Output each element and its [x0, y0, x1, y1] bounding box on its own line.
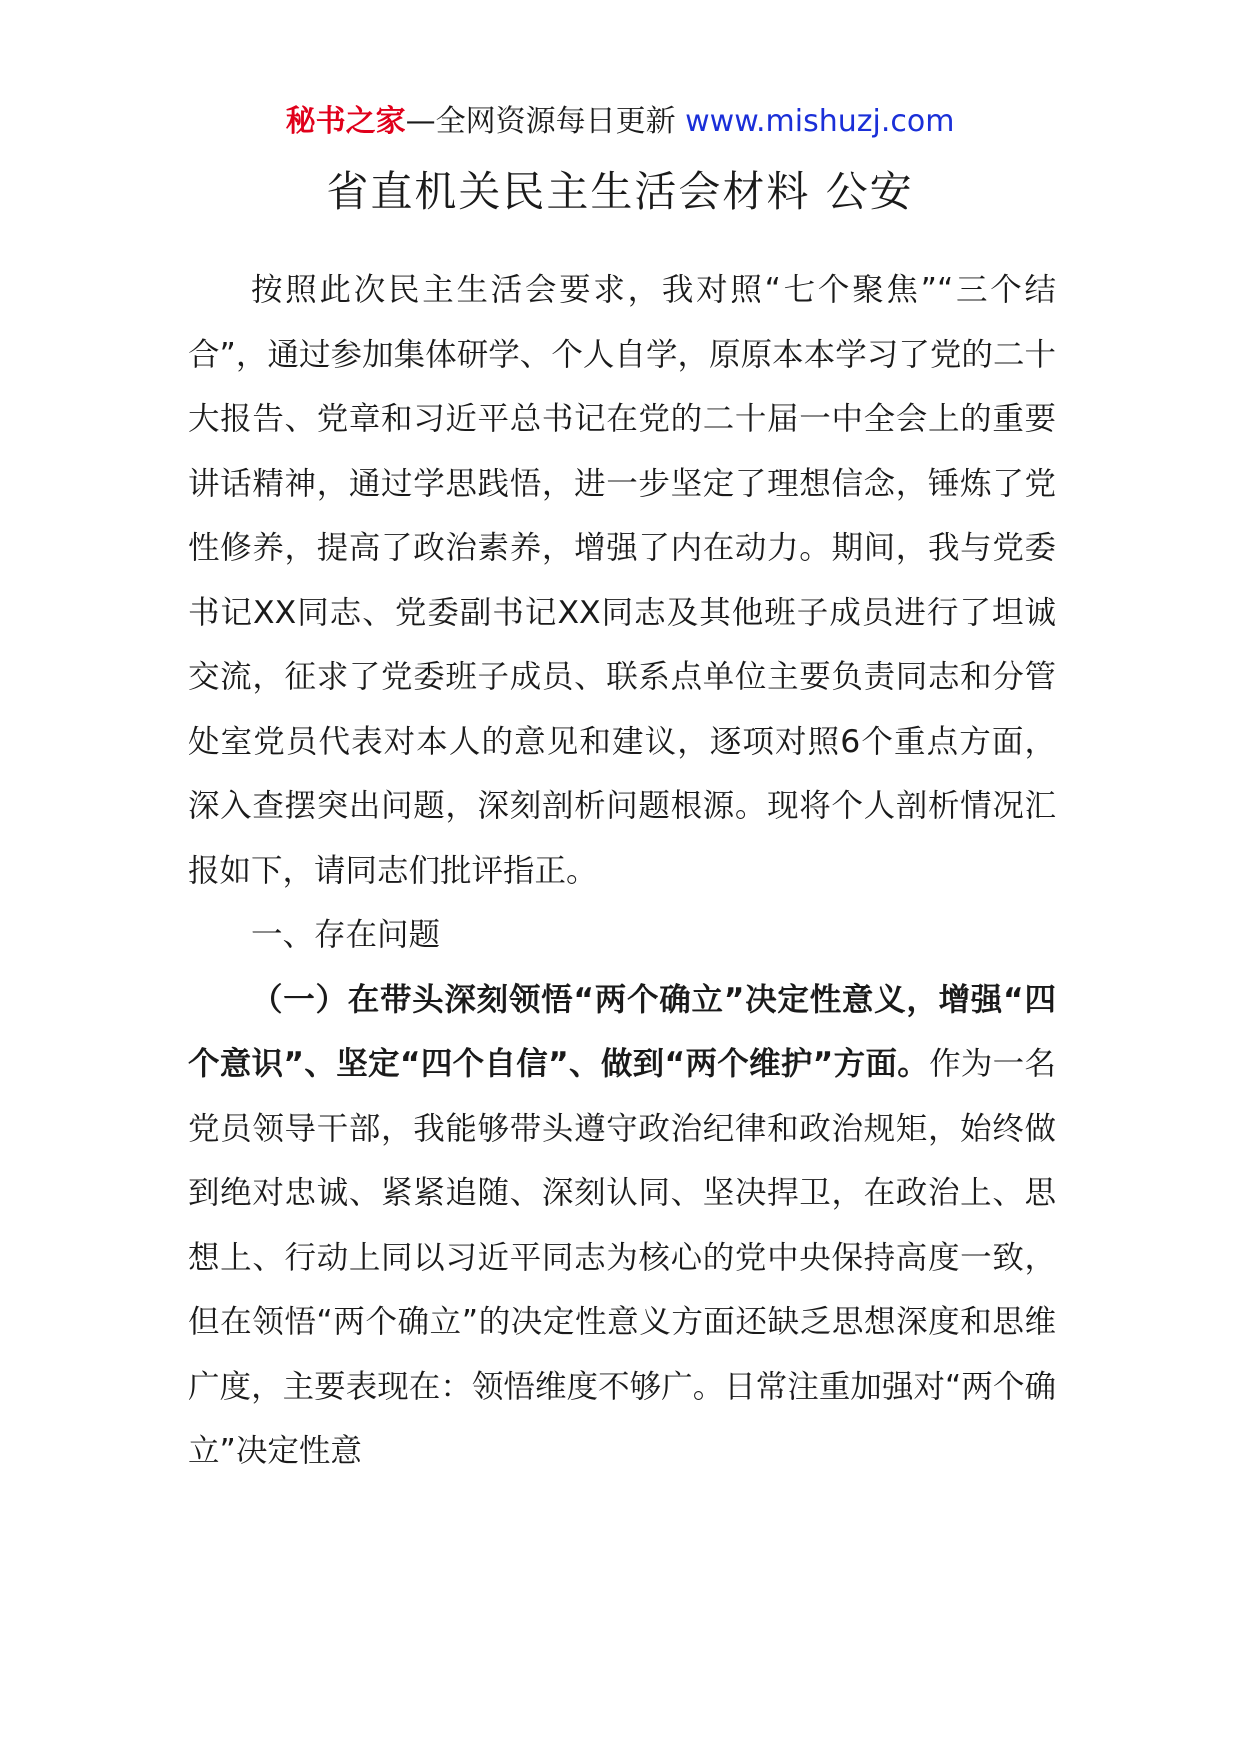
site-slogan: —全网资源每日更新: [405, 104, 676, 139]
intro-paragraph: 按照此次民主生活会要求，我对照“七个聚焦”“三个结合”，通过参加集体研学、个人自学，原原本本学习了党的二十大报告、党章和习近平总书记在党的二十届一中全会上的重要讲话精神，通过学思践悟，进一步坚定了理想信念，锤炼了党性修养，提高了政治素养，增强了内在动力。期间，我与党委书记XX同志、党委副书记XX同志及其他班子成员进行了坦诚交流，征求了党委班子成员、联系点单位主要负责同志和分管处室党员代表对本人的意见和建议，逐项对照6个重点方面，深入查摆突出问题，深刻剖析问题根源。现将个人剖析情况汇报如下，请同志们批评指正。: [188, 272, 1056, 889]
document-title: 省直机关民主生活会材料 公安: [326, 167, 914, 216]
site-header: [0, 100, 1240, 144]
subsection-paragraph: [188, 968, 1056, 1484]
site-url-link[interactable]: www.mishuzj.com: [685, 104, 955, 139]
section-heading: 一、存在问题: [251, 917, 441, 953]
subsection-body: 作为一名党员领导干部，我能够带头遵守政治纪律和政治规矩，始终做到绝对忠诚、紧紧追随、深刻认同、坚决捍卫，在政治上、思想上、行动上同以习近平同志为核心的党中央保持高度一致，但在领悟“两个确立”的决定性意义方面还缺乏思想深度和思维广度，主要表现在：领悟维度不够广。日常注重加强对“两个确立”决定性意: [188, 1046, 1056, 1469]
subsection-heading: （一）在带头深刻领悟“两个确立”决定性意义，增强“四个意识”、坚定“四个自信”、做到“两个维护”方面。: [188, 981, 1056, 1082]
brand-name: 秘书之家: [285, 104, 406, 139]
document-body: [188, 258, 1056, 1484]
